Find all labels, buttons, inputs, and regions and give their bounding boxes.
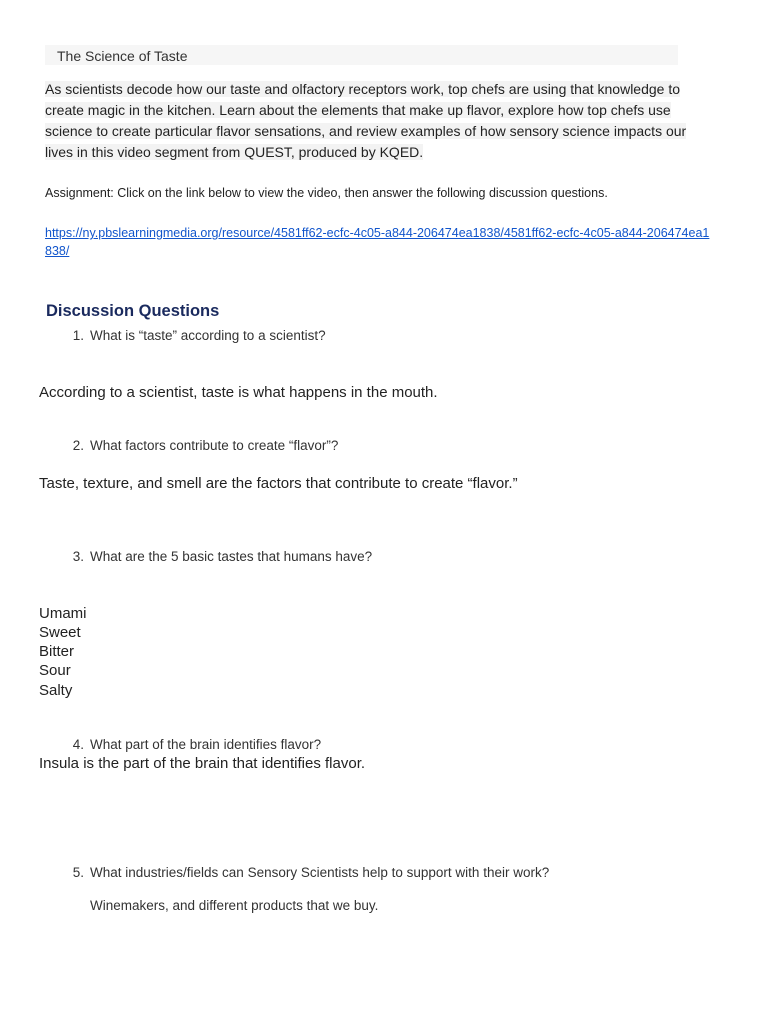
question-text: What is “taste” according to a scientist? <box>90 328 326 343</box>
document-title: The Science of Taste <box>57 48 188 64</box>
answer-3-item: Sweet <box>39 624 81 641</box>
question-number: 2. <box>72 438 84 453</box>
intro-paragraph <box>45 79 715 163</box>
question-text: What industries/fields can Sensory Scientists help to support with their work? <box>90 865 550 880</box>
answer-3-item: Salty <box>39 682 73 699</box>
question-text: What are the 5 basic tastes that humans have? <box>90 549 373 564</box>
intro-text: As scientists decode how our taste and olfactory receptors work, top chefs are using that knowledge to create magic in the kitchen. Learn about the elements that make up flavor, explore how top chefs use science to create particular flavor sensations, and review examples of how sensory science impacts our lives in this video segment from QUEST, produced by KQED. <box>45 81 687 160</box>
question-number: 1. <box>72 328 84 343</box>
answer-4: Insula is the part of the brain that identifies flavor. <box>39 755 366 772</box>
answer-3-item: Bitter <box>39 643 75 660</box>
answer-3-item: Umami <box>39 605 87 622</box>
video-link[interactable]: https://ny.pbslearningmedia.org/resource/4581ff62-ecfc-4c05-a844-206474ea1838/4581ff62-ecfc-4c05-a844-206474ea1838/ <box>45 226 710 258</box>
question-text: What part of the brain identifies flavor? <box>90 737 322 752</box>
answer-5: Winemakers, and different products that we buy. <box>90 898 379 913</box>
answer-1: According to a scientist, taste is what happens in the mouth. <box>39 384 438 401</box>
answer-2: Taste, texture, and smell are the factors that contribute to create “flavor.” <box>39 475 518 492</box>
answer-3-item: Sour <box>39 662 71 679</box>
assignment-text: Assignment: Click on the link below to view the video, then answer the following discussion questions. <box>45 186 608 200</box>
question-text: What factors contribute to create “flavor”? <box>90 438 339 453</box>
question-number: 5. <box>72 865 84 880</box>
question-number: 3. <box>72 549 84 564</box>
question-number: 4. <box>72 737 84 752</box>
discussion-heading: Discussion Questions <box>46 302 220 320</box>
